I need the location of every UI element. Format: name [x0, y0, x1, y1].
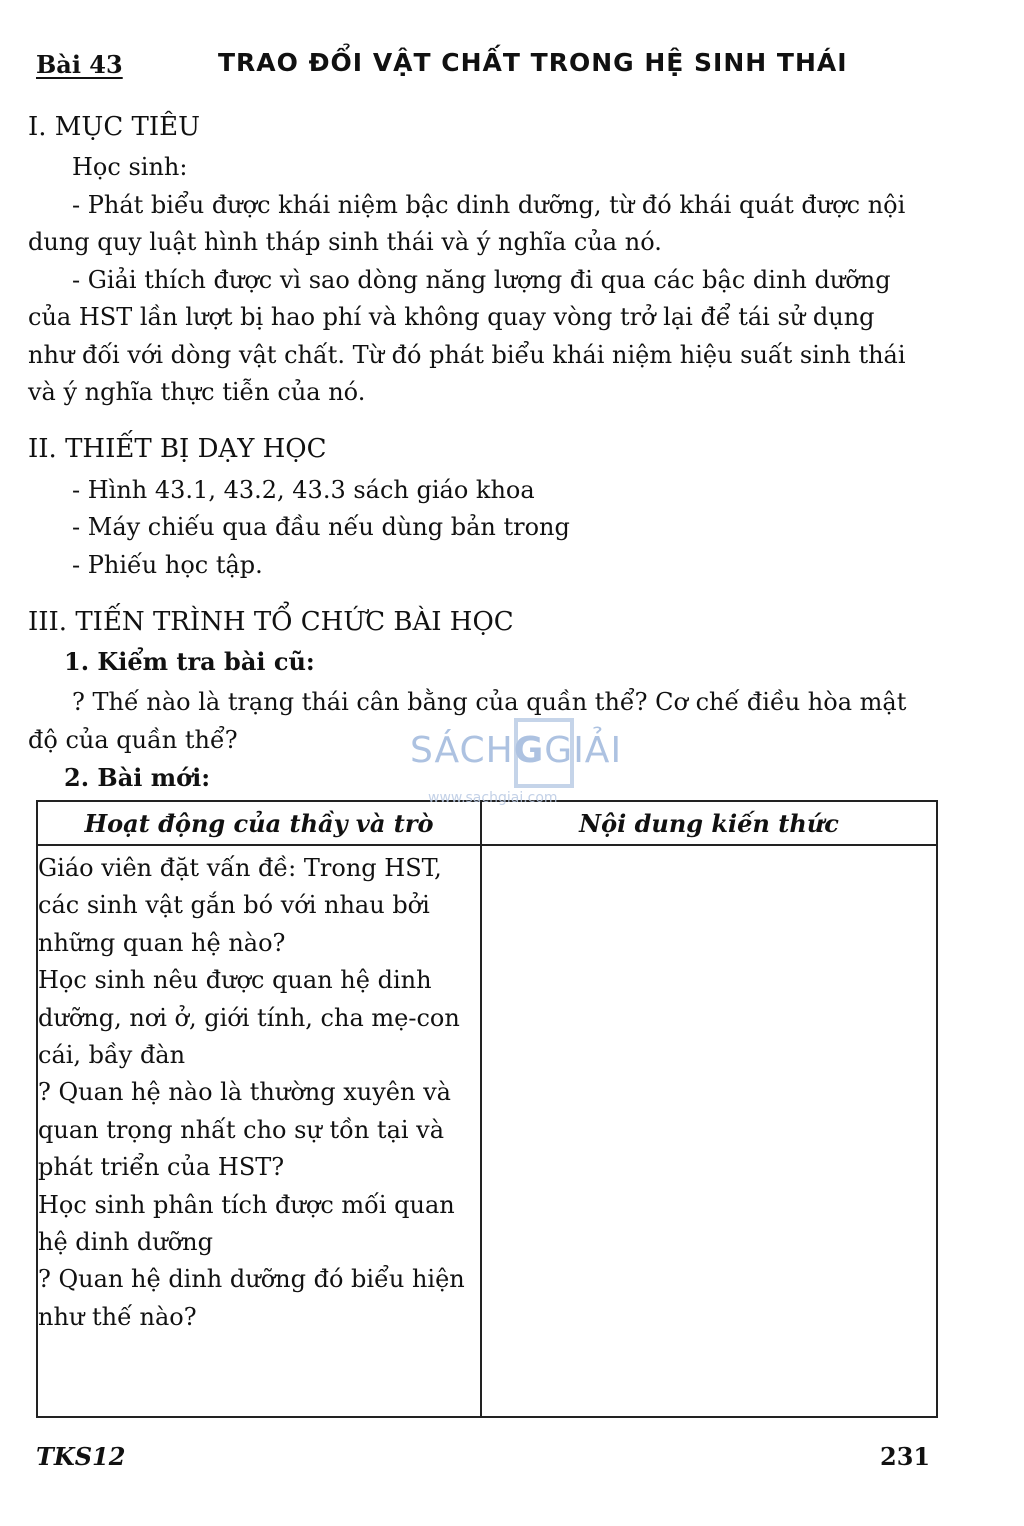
lesson-title: TRAO ĐỔI VẬT CHẤT TRONG HỆ SINH THÁI	[218, 48, 848, 77]
objectives-heading: I. MỤC TIÊU	[28, 112, 200, 142]
teacher-line: cái, bầy đàn	[38, 1041, 186, 1070]
table-row	[37, 845, 937, 1417]
equipment-heading: II. THIẾT BỊ DẠY HỌC	[28, 434, 327, 464]
equipment-item-2: - Máy chiếu qua đầu nếu dùng bản trong	[72, 513, 570, 541]
teacher-line: dưỡng, nơi ở, giới tính, cha mẹ-con	[38, 1003, 460, 1032]
process-heading: III. TIẾN TRÌNH TỔ CHỨC BÀI HỌC	[28, 607, 514, 637]
knowledge-content-cell	[481, 845, 937, 1417]
page-number: 231	[880, 1442, 931, 1471]
objective-1-line-1: - Phát biểu được khái niệm bậc dinh dưỡng, từ đó khái quát được nội	[72, 191, 906, 219]
equipment-item-3: - Phiếu học tập.	[72, 551, 263, 579]
lesson-number: Bài 43	[36, 50, 123, 79]
teacher-line: các sinh vật gắn bó với nhau bởi	[38, 891, 430, 920]
table-header-row	[37, 801, 937, 845]
objective-2-line-4: và ý nghĩa thực tiễn của nó.	[28, 378, 366, 406]
teacher-line: hệ dinh dưỡng	[38, 1228, 213, 1257]
objective-1-line-2: dung quy luật hình tháp sinh thái và ý nghĩa của nó.	[28, 228, 662, 256]
new-lesson-heading: 2. Bài mới:	[64, 763, 211, 792]
footer-book-code: TKS12	[36, 1442, 126, 1471]
watermark-url: www.sachgiai.com	[428, 790, 558, 806]
lesson-table	[36, 800, 938, 1418]
objective-2-line-1: - Giải thích được vì sao dòng năng lượng đi qua các bậc dinh dưỡng	[72, 266, 891, 294]
teacher-line: những quan hệ nào?	[38, 928, 286, 957]
objective-2-line-3: như đối với dòng vật chất. Từ đó phát biểu khái niệm hiệu suất sinh thái	[28, 341, 906, 369]
teacher-line: quan trọng nhất cho sự tồn tại và	[38, 1115, 445, 1144]
watermark-logo	[410, 718, 630, 806]
teacher-line: phát triển của HST?	[38, 1153, 285, 1182]
equipment-item-1: - Hình 43.1, 43.2, 43.3 sách giáo khoa	[72, 476, 535, 504]
teacher-activity-cell	[37, 845, 481, 1417]
teacher-line: ? Quan hệ nào là thường xuyên và	[38, 1078, 451, 1107]
teacher-line: ? Quan hệ dinh dưỡng đó biểu hiện	[38, 1265, 465, 1294]
objectives-intro: Học sinh:	[72, 153, 188, 181]
teacher-line: Giáo viên đặt vấn đề: Trong HST,	[38, 854, 442, 882]
teacher-line: Học sinh nêu được quan hệ dinh	[38, 966, 432, 995]
check-question-line-1: ? Thế nào là trạng thái cân bằng của quần thể? Cơ chế điều hòa mật	[72, 688, 907, 716]
teacher-line: như thế nào?	[38, 1302, 197, 1331]
objective-2-line-2: của HST lần lượt bị hao phí và không quay vòng trở lại để tái sử dụng	[28, 303, 875, 331]
column-header-content: Nội dung kiến thức	[481, 801, 937, 845]
watermark-text: SÁCHGGIẢI	[410, 730, 623, 771]
teacher-line: Học sinh phân tích được mối quan	[38, 1190, 455, 1219]
check-question-line-2: độ của quần thể?	[28, 726, 238, 754]
column-header-teacher: Hoạt động của thầy và trò	[37, 801, 481, 845]
check-heading: 1. Kiểm tra bài cũ:	[64, 647, 315, 676]
